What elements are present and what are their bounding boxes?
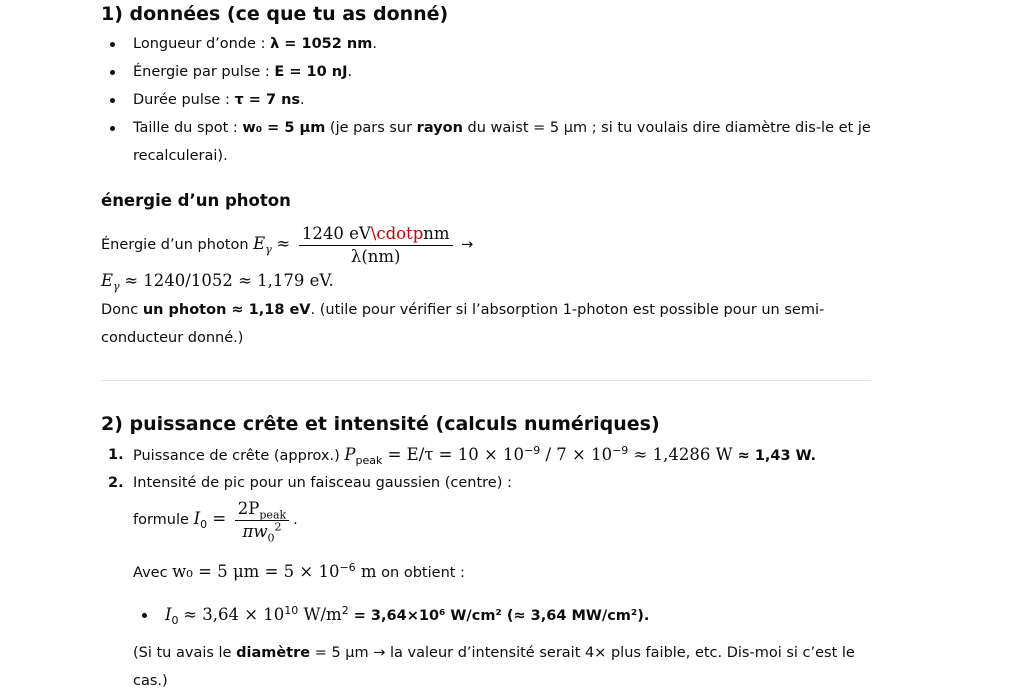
intensity-result-item: $I_0 \approx 3,64 \times 10^{10}$ $W/m^2 = 3,64\times 10^6$ W/cm² (≈ 3,64 MW/cm²).	[165, 601, 871, 630]
list-item-energy: Énergie par pulse : E = 10 nJ.	[133, 58, 871, 86]
bullet-icon	[110, 70, 115, 75]
section-title-photon-energy: énergie d’un photon	[101, 191, 291, 210]
bullet-icon	[110, 126, 115, 131]
list-item-wavelength: Longueur d’onde : λ = 1052 nm.	[133, 30, 871, 58]
photon-energy-fraction: $\frac{\text{1240 eV\textbackslash{}cdotpnm}}{\lambda(nm)}$	[299, 223, 453, 268]
bullet-icon	[110, 42, 115, 47]
waist-value-line: Avec w₀ = 5 $\mu m = 5 \times 10^{-6}$ m on obtient :	[133, 561, 465, 581]
list-item-spot-size: Taille du spot : w₀ = 5 µm (je pars sur rayon du waist = 5 µm ; si tu voulais dire diamètre dis-le et je recalculerai).	[133, 114, 871, 170]
list-item-peak-power: 1. Puissance de crête (approx.) $P_{peak} = E/\tau = 10 \times 10^{-9} / 7 \times 10^{-9} \approx 1,4286$ W ≈ 1,43 W.	[108, 444, 816, 467]
diameter-note: (Si tu avais le diamètre = 5 µm → la valeur d’intensité serait 4× plus faible, etc. Dis-moi si c’est le cas.)	[133, 645, 855, 689]
list-item-intensity: 2. Intensité de pic pour un faisceau gaussien (centre) :	[108, 475, 512, 491]
list-item-duration: Durée pulse : τ = 7 ns.	[133, 86, 871, 114]
intensity-formula: formule $I_0$ = $\frac{2P_{peak}}{\pi w_0^2}$ .	[133, 498, 298, 544]
section-divider	[101, 380, 871, 381]
intensity-fraction: $\frac{2P_{peak}}{\pi w_0^2}$	[235, 498, 289, 543]
bullet-icon	[142, 613, 147, 618]
section-title-peak-power: 2) puissance crête et intensité (calculs numériques)	[101, 413, 660, 435]
section-title-donnees: 1) données (ce que tu as donné)	[101, 3, 449, 25]
photon-energy-formula: Énergie d’un photon $E_\gamma$ ≈ $\frac{\text{1240 eV\textbackslash{}cdotpnm}}{\lambda(nm)}$ →	[101, 223, 474, 266]
photon-energy-conclusion: Donc un photon ≈ 1,18 eV. (utile pour vérifier si l’absorption 1-photon est possible pour un semi-conducteur donné.)	[101, 302, 825, 346]
photon-energy-result: $E_\gamma \approx 1240/1052 \approx 1,179$ eV.	[101, 271, 334, 293]
bullet-icon	[110, 98, 115, 103]
